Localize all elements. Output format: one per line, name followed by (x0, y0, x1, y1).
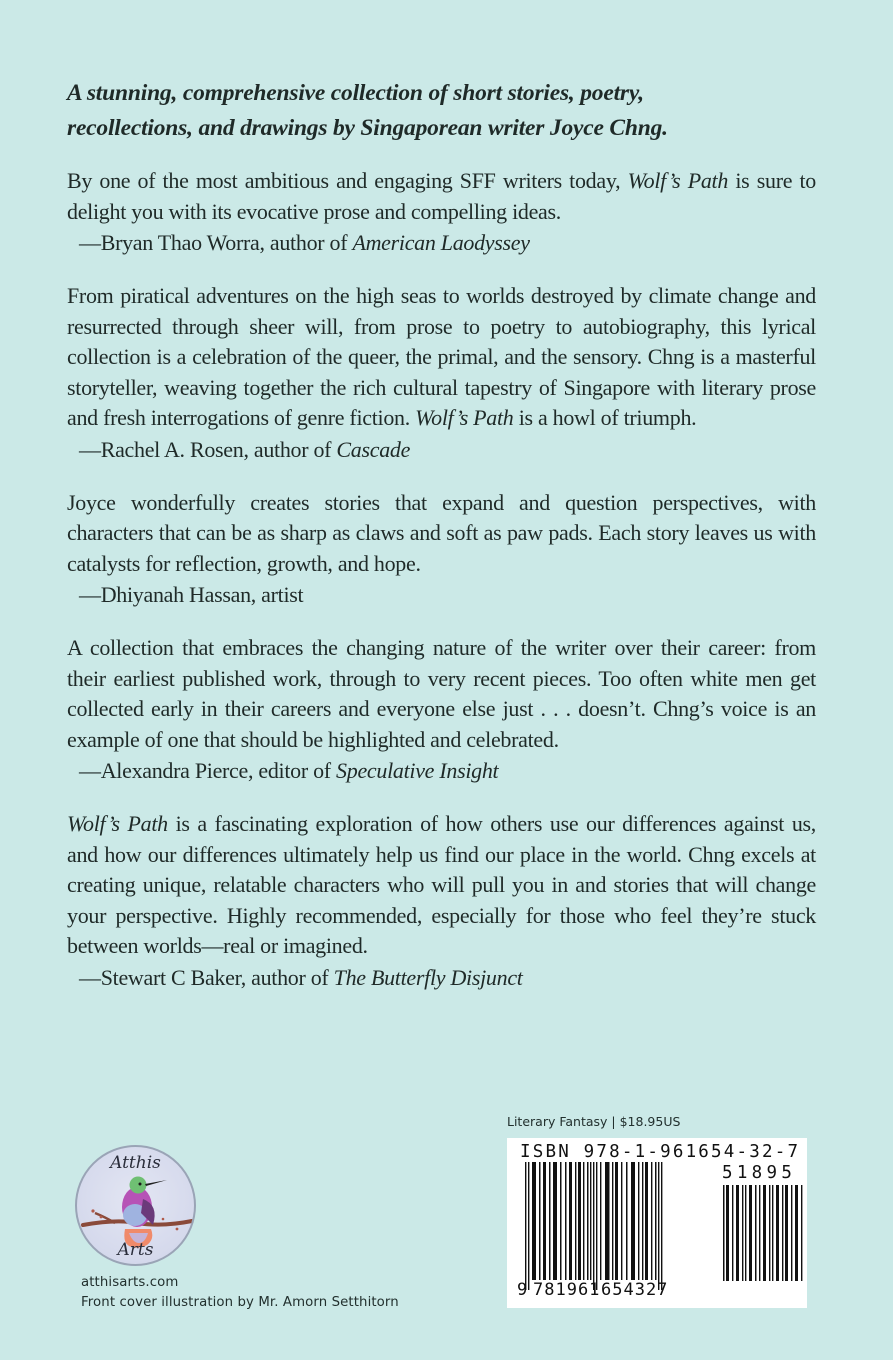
attribution-2: —Rachel A. Rosen, author of Cascade (79, 436, 411, 462)
blurb-2: From piratical adventures on the high seas to worlds destroyed by climate change and resurrected through sheer will, from prose to poetry to autobiography, this lyrical collection is a celebration of the queer, the primal, and the sensory. Chng is a masterful storyteller, weaving together the rich cultural tapestry of Singapore with literary prose and fresh interrogations of genre fiction. Wolf’s Path is a howl of triumph. (67, 283, 816, 430)
ean-right-group: 654327 (601, 1280, 669, 1300)
price-addon-digits: 51895 (722, 1163, 797, 1183)
attribution-4: —Alexandra Pierce, editor of Speculative Insight (79, 758, 499, 783)
blurb-4: A collection that embraces the changing nature of the writer over their career: from their earliest published work, through to very recent pieces. Too often white men get collected early in their careers and everyone else just . . . doesn’t. Chng’s voice is an example of one that should be highlighted and celebrated. (67, 635, 816, 752)
ean-left-group: 781961 (533, 1280, 601, 1300)
addon-bars (723, 1185, 805, 1285)
isbn-barcode (507, 1138, 807, 1308)
back-cover-text (67, 76, 816, 1016)
blurb-5: Wolf’s Path is a fascinating exploration of how others use our differences against us, and how our differences ultimately help us find our place in the world. Chng excels at creating unique, relatable characters who will pull you in and stories that will change your perspective. Highly recommended, especially for those who feel they’re stuck between worlds—real or imagined. (67, 811, 816, 958)
publisher-website: atthisarts.com (81, 1275, 179, 1290)
attribution-1: —Bryan Thao Worra, author of American Laodyssey (79, 230, 530, 255)
ean-first-digit: 9 (517, 1280, 528, 1300)
ean-bars (525, 1162, 695, 1292)
book-title: Wolf’s Path (627, 168, 729, 193)
logo-text-top: Atthis (110, 1153, 161, 1173)
isbn-label: ISBN 978-1-961654-32-7 (520, 1142, 801, 1162)
book-title: Wolf’s Path (415, 405, 514, 430)
attribution-3: —Dhiyanah Hassan, artist (79, 582, 304, 607)
book-title: Wolf’s Path (67, 811, 168, 836)
blurb-3: Joyce wonderfully creates stories that expand and question perspectives, with characters that can be as sharp as claws and soft as paw pads. Each story leaves us with catalysts for reflection, growth, and hope. (67, 489, 816, 576)
tagline (67, 76, 816, 146)
tagline-line-2: recollections, and drawings by Singaporean writer Joyce Chng. (67, 115, 668, 141)
category-price: Literary Fantasy | $18.95US (507, 1114, 681, 1129)
blurb-1: By one of the most ambitious and engaging SFF writers today, Wolf’s Path is sure to delight you with its evocative prose and compelling ideas. (67, 168, 816, 224)
attribution-5: —Stewart C Baker, author of The Butterfly Disjunct (79, 964, 523, 990)
logo-text-bottom: Arts (117, 1240, 154, 1260)
tagline-line-1: A stunning, comprehensive collection of short stories, poetry, (67, 80, 644, 106)
publisher-logo (75, 1145, 196, 1266)
cover-credit: Front cover illustration by Mr. Amorn Setthitorn (81, 1295, 399, 1310)
